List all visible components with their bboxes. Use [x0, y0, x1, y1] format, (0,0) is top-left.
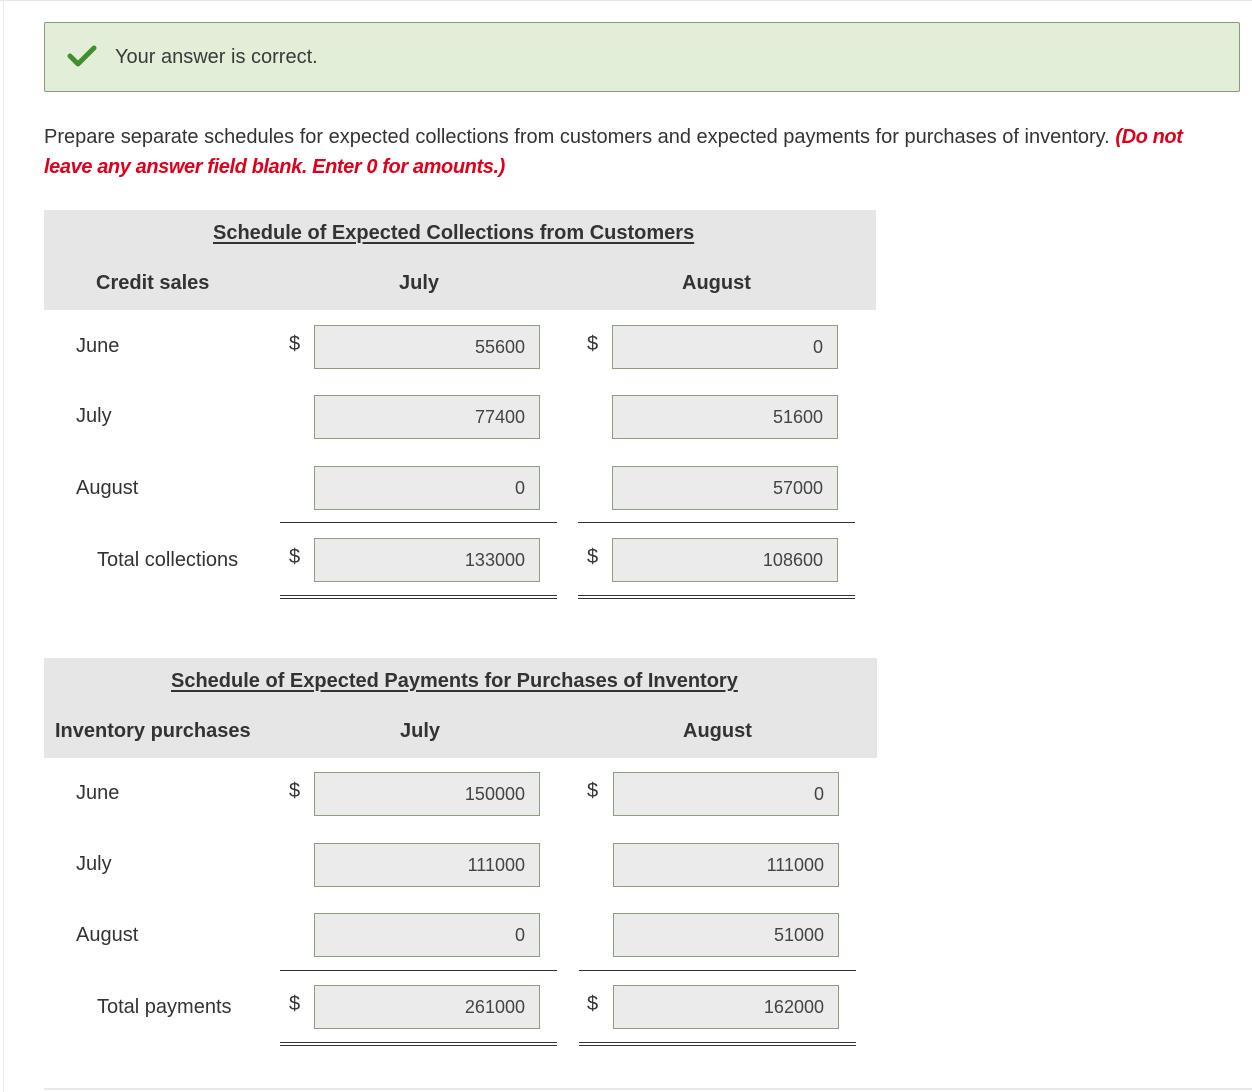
payments-col-july: July — [400, 720, 441, 742]
collections-row-july-august-input[interactable]: 51600 — [612, 395, 838, 439]
instructions — [44, 122, 1234, 182]
payments-row-july-label: July — [76, 853, 112, 875]
collections-total-august-input[interactable]: 108600 — [612, 538, 838, 582]
payments-total-august-dollar: $ — [587, 993, 599, 1015]
payments-col-inventory-purchases: Inventory purchases — [55, 720, 251, 742]
payments-row-june-label: June — [76, 782, 120, 804]
collections-row-july-label: July — [76, 405, 112, 427]
frame-top-line — [0, 0, 1252, 1]
payments-row-june-august-dollar: $ — [587, 780, 599, 802]
payments-row-june-july-input[interactable]: 150000 — [314, 772, 540, 816]
collections-july-subtotal-rule — [280, 522, 557, 523]
collections-total-august-dollar: $ — [587, 546, 599, 568]
payments-july-subtotal-rule — [280, 970, 557, 971]
payments-col-august: August — [683, 720, 752, 742]
payments-row-august-august-input[interactable]: 51000 — [613, 913, 839, 957]
collections-total-july-input[interactable]: 133000 — [314, 538, 540, 582]
collections-row-august-august-input[interactable]: 57000 — [612, 466, 838, 510]
payments-august-subtotal-rule — [579, 970, 856, 971]
collections-row-july-july-input[interactable]: 77400 — [314, 395, 540, 439]
instructions-text: Prepare separate schedules for expected collections from customers and expected payments for purchases of inventory. — [44, 126, 1116, 148]
collections-row-august-july-input[interactable]: 0 — [314, 466, 540, 510]
collections-row-june-july-dollar: $ — [289, 333, 301, 355]
payments-row-june-july-dollar: $ — [289, 780, 301, 802]
payments-title: Schedule of Expected Payments for Purchases of Inventory — [171, 670, 738, 692]
collections-july-total-rule — [280, 595, 557, 599]
collections-col-credit-sales: Credit sales — [96, 272, 210, 294]
collections-row-june-label: June — [76, 335, 120, 357]
collections-row-august-label: August — [76, 477, 139, 499]
collections-col-august: August — [682, 272, 751, 294]
feedback-alert — [44, 22, 1240, 92]
payments-july-total-rule — [280, 1042, 557, 1046]
payments-total-label: Total payments — [97, 996, 232, 1018]
collections-row-june-august-dollar: $ — [587, 333, 599, 355]
payments-row-august-july-input[interactable]: 0 — [314, 913, 540, 957]
collections-august-subtotal-rule — [578, 522, 855, 523]
collections-header — [44, 210, 876, 310]
payments-total-july-dollar: $ — [289, 993, 301, 1015]
frame-left-line — [3, 0, 4, 1092]
collections-title: Schedule of Expected Collections from Customers — [213, 222, 695, 244]
payments-row-july-august-input[interactable]: 111000 — [613, 843, 839, 887]
feedback-message: Your answer is correct. — [115, 46, 318, 68]
collections-row-june-july-input[interactable]: 55600 — [314, 325, 540, 369]
payments-row-july-july-input[interactable]: 111000 — [314, 843, 540, 887]
collections-total-label: Total collections — [97, 549, 239, 571]
payments-header — [44, 658, 877, 758]
collections-total-july-dollar: $ — [289, 546, 301, 568]
check-icon — [67, 44, 97, 68]
collections-col-july: July — [399, 272, 440, 294]
frame-bottom-line — [44, 1088, 1252, 1090]
payments-row-august-label: August — [76, 924, 139, 946]
instructions-note: (Do not leave any answer field blank. Enter 0 for amounts.) — [44, 126, 1183, 178]
payments-row-june-august-input[interactable]: 0 — [613, 772, 839, 816]
payments-total-july-input[interactable]: 261000 — [314, 985, 540, 1029]
payments-august-total-rule — [579, 1042, 856, 1046]
collections-august-total-rule — [578, 595, 855, 599]
collections-row-june-august-input[interactable]: 0 — [612, 325, 838, 369]
payments-total-august-input[interactable]: 162000 — [613, 985, 839, 1029]
